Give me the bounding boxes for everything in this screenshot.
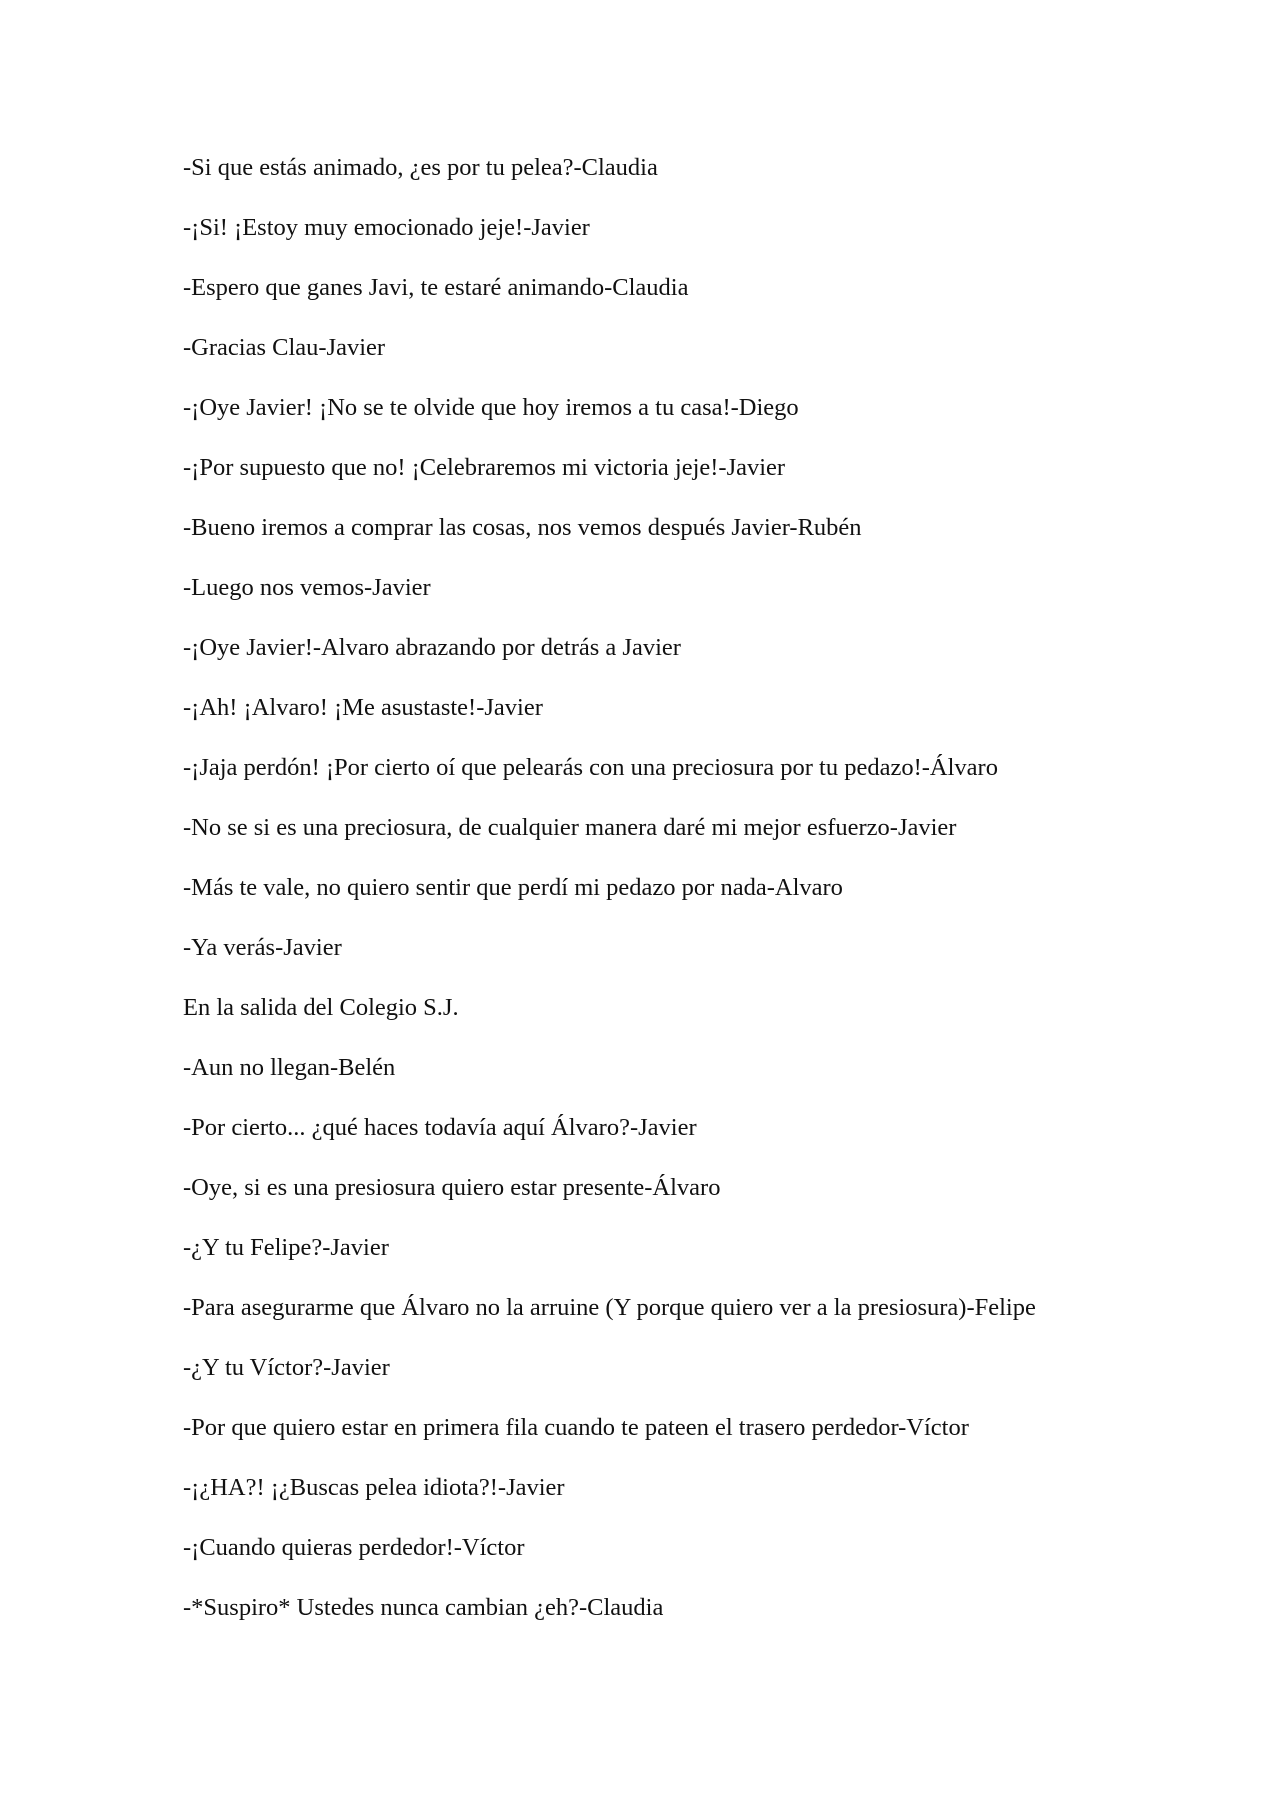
dialogue-line: -Aun no llegan-Belén [183,1054,396,1081]
dialogue-line: -¿Y tu Felipe?-Javier [183,1234,389,1261]
dialogue-line: -*Suspiro* Ustedes nunca cambian ¿eh?-Claudia [183,1594,664,1621]
dialogue-line: -Si que estás animado, ¿es por tu pelea?-Claudia [183,154,658,181]
dialogue-line: -¡¿HA?! ¡¿Buscas pelea idiota?!-Javier [183,1474,565,1501]
scene-line: En la salida del Colegio S.J. [183,994,459,1021]
dialogue-line: -¡Cuando quieras perdedor!-Víctor [183,1534,525,1561]
dialogue-line: -Ya verás-Javier [183,934,342,961]
dialogue-line: -¡Ah! ¡Alvaro! ¡Me asustaste!-Javier [183,694,543,721]
dialogue-line: -Luego nos vemos-Javier [183,574,431,601]
dialogue-line: -Oye, si es una presiosura quiero estar presente-Álvaro [183,1174,721,1201]
dialogue-line: -¡Oye Javier!-Alvaro abrazando por detrás a Javier [183,634,681,661]
dialogue-line: -No se si es una preciosura, de cualquier manera daré mi mejor esfuerzo-Javier [183,814,957,841]
dialogue-line: -¡Jaja perdón! ¡Por cierto oí que pelearás con una preciosura por tu pedazo!-Álvaro [183,754,998,781]
dialogue-line: -¡Oye Javier! ¡No se te olvide que hoy iremos a tu casa!-Diego [183,394,799,421]
dialogue-line: -Por que quiero estar en primera fila cuando te pateen el trasero perdedor-Víctor [183,1414,969,1441]
dialogue-line: -Por cierto... ¿qué haces todavía aquí Álvaro?-Javier [183,1114,697,1141]
dialogue-line: -Para asegurarme que Álvaro no la arruine (Y porque quiero ver a la presiosura)-Felipe [183,1294,1036,1321]
dialogue-line: -Espero que ganes Javi, te estaré animando-Claudia [183,274,689,301]
dialogue-line: -Bueno iremos a comprar las cosas, nos vemos después Javier-Rubén [183,514,862,541]
dialogue-line: -Más te vale, no quiero sentir que perdí mi pedazo por nada-Alvaro [183,874,843,901]
dialogue-line: -Gracias Clau-Javier [183,334,386,361]
dialogue-line: -¿Y tu Víctor?-Javier [183,1354,390,1381]
dialogue-text [183,148,1243,1648]
dialogue-line: -¡Si! ¡Estoy muy emocionado jeje!-Javier [183,214,590,241]
dialogue-line: -¡Por supuesto que no! ¡Celebraremos mi victoria jeje!-Javier [183,454,786,481]
